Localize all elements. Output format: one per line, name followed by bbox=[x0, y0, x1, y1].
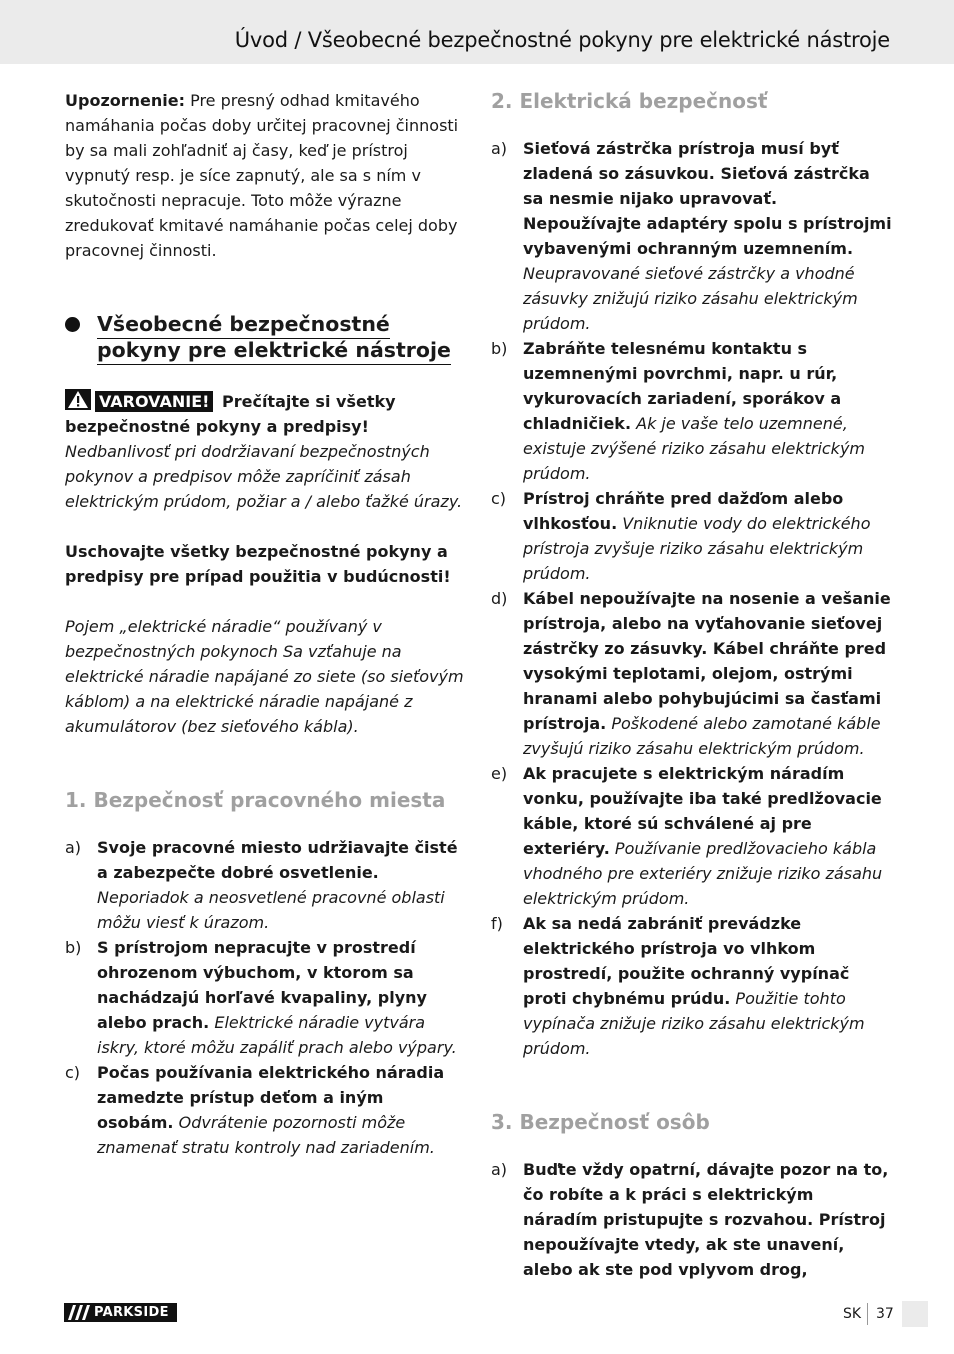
list-item bbox=[491, 586, 893, 761]
list-item-label: b) bbox=[491, 339, 508, 358]
list-item-bold: S prístrojom nepracujte v prostredí ohrozenom výbuchom, v ktorom sa nachádzajú horľavé kvapaliny, plyny alebo prach. bbox=[97, 938, 427, 1032]
section-1-title: 1. Bezpečnosť pracovného miesta bbox=[65, 788, 446, 812]
list-item bbox=[491, 1157, 893, 1282]
list-item-bold: Ak pracujete s elektrickým náradím vonku, používajte iba také predlžovacie káble, ktoré sú schválené aj pre exteriéry. bbox=[523, 764, 882, 858]
note-text: Pre presný odhad kmitavého namáhania počas doby určitej pracovnej činnosti by sa mali zohľadniť aj časy, keď je prístroj vypnutý resp. je síce zapnutý, ale sa s ním v skutočnosti nepracuje. Toto môže výrazne zredukovať kmitavé namáhanie počas celej doby pracovnej činnosti. bbox=[65, 91, 459, 260]
brand-name: PARKSIDE bbox=[94, 1305, 169, 1320]
list-item bbox=[491, 761, 893, 911]
list-item-italic: Ak je vaše telo uzemnené, existuje zvýšené riziko zásahu elektrickým prúdom. bbox=[523, 414, 865, 483]
keep-instructions-text: Uschovajte všetky bezpečnostné pokyny a predpisy pre prípad použitia v budúcnosti! bbox=[65, 542, 451, 586]
list-item bbox=[491, 486, 893, 586]
list-item bbox=[491, 136, 893, 336]
list-item-bold: Buďte vždy opatrní, dávajte pozor na to, čo robíte a k práci s elektrickým náradím pristupujte s rozvahou. Prístroj nepoužívajte vtedy, ak ste unavení, alebo ak ste pod vplyvom drog, bbox=[523, 1160, 889, 1279]
list-item-bold: Prístroj chráňte pred dažďom alebo vlhkosťou. bbox=[523, 489, 844, 533]
term-definition-text: Pojem „elektrické náradie“ používaný v bezpečnostných pokynoch Sa vzťahuje na elektrické náradie napájané zo siete (so sieťovým káblom) a na elektrické náradie napájané z akumulátorov (bez sieťového kábla). bbox=[65, 617, 464, 736]
list-item bbox=[65, 835, 465, 935]
note-paragraph bbox=[65, 88, 465, 263]
parkside-logo bbox=[64, 1303, 177, 1322]
page-tab-box bbox=[902, 1301, 928, 1327]
list-item-bold: Svoje pracovné miesto udržiavajte čisté a zabezpečte dobré osvetlenie. bbox=[97, 838, 458, 882]
general-safety-title bbox=[65, 311, 465, 363]
list-item-italic: Odvrátenie pozornosti môže znamenať stratu kontroly nad zariadením. bbox=[97, 1113, 435, 1157]
list-item-bold: Ak sa nedá zabrániť prevádzke elektrického prístroja vo vlhkom prostredí, použite ochranný vypínač proti chybnému prúdu. bbox=[523, 914, 850, 1008]
list-item-italic: Používanie predlžovacieho kábla vhodného pre exteriéry znižuje riziko zásahu elektrickým prúdom. bbox=[523, 839, 883, 908]
list-item-label: e) bbox=[491, 764, 508, 783]
list-item bbox=[491, 911, 893, 1061]
list-item-italic: Elektrické náradie vytvára iskry, ktoré môžu zapáliť prach alebo výpary. bbox=[97, 1013, 457, 1057]
warning-badge: VAROVANIE! bbox=[95, 391, 213, 412]
page-title: Úvod / Všeobecné bezpečnostné pokyny pre elektrické nástroje bbox=[234, 28, 890, 52]
list-item-italic: Poškodené alebo zamotané káble zvyšujú riziko zásahu elektrickým prúdom. bbox=[523, 714, 881, 758]
list-item-bold: Počas používania elektrického náradia zamedzte prístup deťom a iným osobám. bbox=[97, 1063, 445, 1132]
list-item bbox=[65, 1060, 465, 1160]
section-2-title: 2. Elektrická bezpečnosť bbox=[491, 89, 768, 113]
warning-italic-text: Nedbanlivosť pri dodržiavaní bezpečnostných pokynov a predpisov môže zapríčiniť zásah elektrickým prúdom, požiar a / alebo ťažké úrazy. bbox=[65, 442, 463, 511]
page-header bbox=[0, 0, 954, 64]
list-item-bold: Sieťová zástrčka prístroja musí byť zladená so zásuvkou. Sieťová zástrčka sa nesmie nijako upravovať. Nepoužívajte adaptéry spolu s prístrojmi vybavenými ochranným uzemnením. bbox=[523, 139, 892, 258]
general-safety-title-text: Všeobecné bezpečnostné pokyny pre elektrické nástroje bbox=[97, 312, 451, 365]
list-item bbox=[65, 935, 465, 1060]
left-column bbox=[65, 88, 465, 1160]
list-item bbox=[491, 336, 893, 486]
list-item-italic: Použitie tohto vypínača znižuje riziko zásahu elektrickým prúdom. bbox=[523, 989, 865, 1058]
list-item-label: f) bbox=[491, 914, 503, 933]
list-item-label: a) bbox=[491, 139, 508, 158]
warning-triangle-icon bbox=[65, 389, 91, 410]
list-item-label: a) bbox=[65, 838, 82, 857]
note-label: Upozornenie: bbox=[65, 91, 185, 110]
list-item-label: c) bbox=[65, 1063, 81, 1082]
section-3-title: 3. Bezpečnosť osôb bbox=[491, 1110, 710, 1134]
page-number: 37 bbox=[876, 1306, 894, 1322]
list-item-bold: Zabráňte telesnému kontaktu s uzemnenými povrchmi, napr. u rúr, vykurovacích zariadení, sporákov a chladničiek. bbox=[523, 339, 842, 433]
right-column bbox=[491, 88, 893, 1282]
list-item-label: c) bbox=[491, 489, 507, 508]
list-item-italic: Neporiadok a neosvetlené pracovné oblasti môžu viesť k úrazom. bbox=[97, 888, 445, 932]
list-item-label: b) bbox=[65, 938, 82, 957]
list-item-bold: Kábel nepoužívajte na nosenie a vešanie prístroja, alebo na vyťahovanie sieťovej zástrčky zo zásuvky. Kábel chráňte pred vysokými teplotami, olejom, ostrými hranami alebo pohybujúcimi sa časťami prístroja. bbox=[523, 589, 891, 733]
bullet-dot-icon bbox=[65, 317, 80, 332]
footer-divider bbox=[867, 1303, 868, 1325]
list-item-italic: Vniknutie vody do elektrického prístroja zvyšuje riziko zásahu elektrickým prúdom. bbox=[523, 514, 871, 583]
stripes-icon bbox=[68, 1305, 92, 1320]
warning-paragraph bbox=[65, 389, 465, 514]
list-item-label: a) bbox=[491, 1160, 508, 1179]
warning-bold-text: Prečítajte si všetky bezpečnostné pokyny a predpisy! bbox=[65, 392, 396, 436]
list-item-label: d) bbox=[491, 589, 508, 608]
language-code: SK bbox=[843, 1306, 862, 1322]
list-item-italic: Neupravované sieťové zástrčky a vhodné zásuvky znižujú riziko zásahu elektrickým prúdom. bbox=[523, 264, 858, 333]
